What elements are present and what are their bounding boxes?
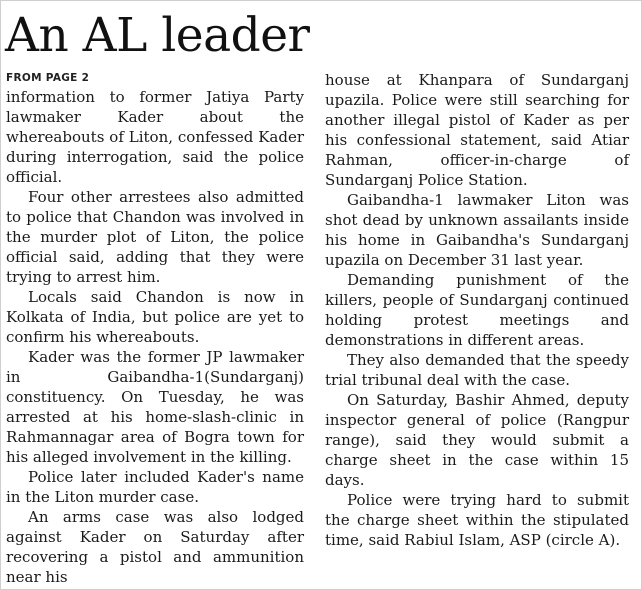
paragraph: Locals said Chandon is now in Kolkata of India, but police are yet to confirm his whereabouts. [6,288,304,346]
left-column [6,70,304,587]
paragraph: house at Khanpara of Sundarganj upazila. Police were still searching for another illegal pistol of Kader as per his confessional statement, said Atiar Rahman, officer-in-charge of Sundarganj Police Station. [325,71,629,189]
jump-label: FROM PAGE 2 [6,72,90,84]
paragraph: Police were trying hard to submit the charge sheet within the stipulated time, said Rabiul Islam, ASP (circle A). [325,491,629,549]
paragraph: Gaibandha-1 lawmaker Liton was shot dead by unknown assailants inside his home in Gaibandha's Sundarganj upazila on December 31 last year. [325,191,629,269]
paragraph: information to former Jatiya Party lawmaker Kader about the whereabouts of Liton, confessed Kader during interrogation, said the police official. [6,88,304,186]
headline: An AL leader [5,8,310,63]
right-column [325,70,629,550]
paragraph: An arms case was also lodged against Kader on Saturday after recovering a pistol and ammunition near his [6,508,304,586]
paragraph: They also demanded that the speedy trial tribunal deal with the case. [325,351,629,389]
paragraph: On Saturday, Bashir Ahmed, deputy inspector general of police (Rangpur range), said they would submit a charge sheet in the case within 15 days. [325,391,629,489]
paragraph: Police later included Kader's name in the Liton murder case. [6,468,304,506]
paragraph: Demanding punishment of the killers, people of Sundarganj continued holding protest meetings and demonstrations in different areas. [325,271,629,349]
paragraph: Kader was the former JP lawmaker in Gaibandha-1(Sundarganj) constituency. On Tuesday, he was arrested at his home-slash-clinic in Rahmannagar area of Bogra town for his alleged involvement in the killing. [6,348,304,466]
paragraph: Four other arrestees also admitted to police that Chandon was involved in the murder plot of Liton, the police official said, adding that they were trying to arrest him. [6,188,304,286]
